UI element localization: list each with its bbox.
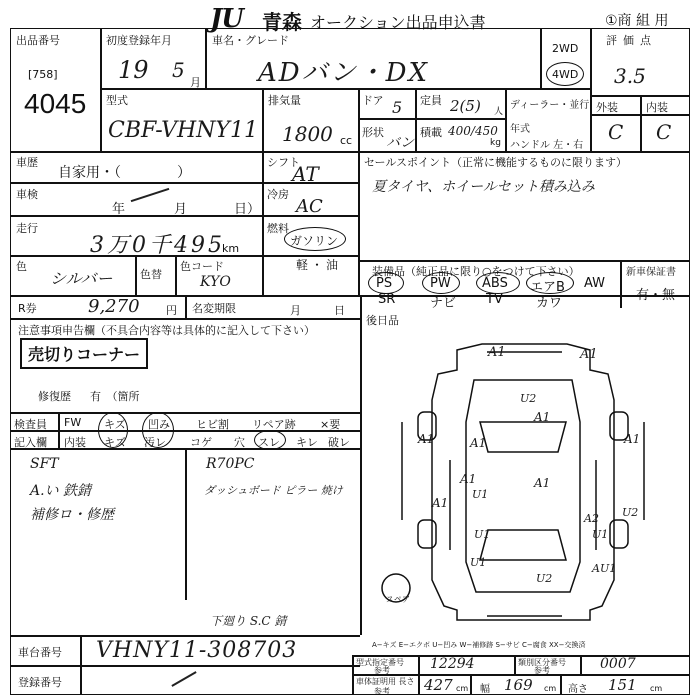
- inspector-crack: ヒビ割: [196, 418, 229, 431]
- registration-month-unit: 月: [190, 76, 201, 89]
- entry-label: 記入欄: [14, 436, 47, 449]
- mark-16: U2: [536, 572, 553, 585]
- inspector-dent: 凹み: [148, 418, 170, 431]
- rating-value: 3.5: [614, 64, 646, 88]
- height-label: 高さ: [568, 684, 588, 695]
- note-underbody: 下廻り S.C 錆: [210, 614, 287, 628]
- color-code-label: 色コード: [180, 260, 224, 273]
- height-value: 151: [608, 676, 637, 694]
- wheel-rear-right: [610, 520, 628, 548]
- form-title: オークション出品申込書: [310, 13, 486, 32]
- capacity-value: 2(5): [450, 97, 481, 115]
- lot-bracket: [758]: [28, 68, 58, 81]
- mark-11: A1: [432, 496, 449, 510]
- registration-year: 19: [118, 56, 149, 84]
- equipment-circle-ps: [368, 272, 404, 294]
- company-name: 青森: [262, 10, 302, 34]
- repair-label: 修復歴: [38, 390, 71, 403]
- classification-ref: 参考: [534, 666, 550, 675]
- interior-row-label: 内装: [64, 436, 86, 449]
- fuel-gasoline-circle: [284, 227, 346, 251]
- mark-13: U1: [592, 528, 609, 541]
- fuel-label: 燃料: [267, 222, 289, 235]
- inspector-scratch: キズ: [104, 418, 126, 431]
- mark-14: U2: [622, 506, 639, 519]
- inspection-month-unit: 月: [174, 202, 188, 217]
- length-label: 車体証明用 長さ: [356, 677, 415, 686]
- interior-hole: 穴: [234, 436, 245, 449]
- equipment-item-sr: SR: [378, 292, 396, 307]
- damage-legend: A−キズ E−エクボ U−凹み W−補修跡 S−サビ C−腐食 XX−交換済: [372, 641, 586, 649]
- equipment-label: 装備品（純正品に限り○をつけて下さい）: [372, 265, 580, 278]
- inspection-day-unit: 日）: [234, 202, 261, 217]
- car-damage-diagram: [362, 330, 688, 635]
- ac-label: 冷房: [267, 188, 289, 201]
- car-rear-glass: [480, 530, 566, 560]
- drive-circle: [546, 62, 584, 86]
- load-label: 積載: [420, 126, 442, 139]
- mileage-unit: km: [222, 242, 240, 255]
- year-label: 年式: [510, 124, 530, 135]
- displacement-value: 1800: [282, 122, 333, 146]
- fuel-light-oil: 軽・油: [296, 258, 342, 272]
- doors-label: ドア: [362, 94, 384, 107]
- mark-8: A1: [460, 472, 477, 486]
- model-label: 型式: [106, 94, 128, 107]
- classification-value: 0007: [600, 656, 636, 672]
- mark-1: A1: [488, 345, 506, 360]
- mark-6: A1: [470, 436, 487, 450]
- inspector-circle-1: [98, 412, 128, 448]
- wheel-rear-left: [418, 520, 436, 548]
- exterior-value: C: [608, 120, 624, 144]
- recycle-label: R券: [18, 302, 37, 315]
- interior-burn: コゲ: [190, 436, 212, 449]
- ac-value: AC: [296, 196, 323, 217]
- mark-15: U1: [474, 528, 491, 541]
- form-type: ①商 組 用: [605, 13, 669, 29]
- caution-label: 注意事項申告欄（不具合内容等は具体的に記入して下さい）: [18, 324, 315, 337]
- width-value: 169: [504, 676, 533, 694]
- inspector-circle-3: [254, 430, 286, 450]
- lot-label: 出品番号: [16, 34, 60, 47]
- shift-label: シフト: [267, 156, 300, 169]
- doors-value: 5: [392, 98, 403, 117]
- exterior-label: 外装: [596, 101, 618, 114]
- selling-point-label: セールスポイント（正常に機能するものに限ります）: [364, 156, 628, 169]
- color-label: 色: [16, 260, 27, 273]
- equipment-circle-airbag: [526, 272, 574, 294]
- inspector-repair: リペア跡: [252, 418, 296, 431]
- car-name-value: ADバン・DX: [258, 58, 429, 88]
- warranty-value: 有・無: [636, 288, 676, 303]
- designation-label: 型式指定番号: [356, 658, 404, 667]
- registration-label: 初度登録年月: [106, 34, 172, 47]
- fuel-gasoline: ガソリン: [290, 234, 339, 248]
- equipment-item-navi: ナビ: [430, 296, 457, 311]
- mark-4: A1: [534, 410, 551, 424]
- shift-value: AT: [292, 162, 319, 186]
- interior-tear: 破レ: [328, 436, 350, 449]
- note-rust: A.い 鉄錆: [30, 483, 92, 499]
- equipment-item-pw: PW: [430, 276, 451, 291]
- height-unit: cm: [650, 684, 663, 693]
- mark-18: U1: [470, 556, 487, 569]
- spare-label: スペア: [386, 595, 410, 604]
- capacity-unit: 人: [494, 107, 504, 117]
- model-value: CBF-VHNY11: [108, 118, 258, 143]
- dealer-label: ディーラー・並行: [510, 100, 590, 111]
- drive-2wd: 2WD: [552, 42, 579, 55]
- shape-label: 形状: [362, 126, 384, 139]
- mileage-value: 3万0千495: [90, 233, 225, 258]
- width-label: 幅: [480, 684, 490, 695]
- equipment-circle-pw: [422, 272, 460, 294]
- chassis-value: VHNY11-308703: [96, 638, 298, 663]
- mark-2: A1: [580, 347, 598, 362]
- warranty-label: 新車保証書: [626, 267, 676, 278]
- car-windscreen: [480, 422, 566, 452]
- interior-label: 内装: [646, 101, 668, 114]
- note-repair: 補修ロ・修歴: [30, 507, 114, 523]
- recycle-value: 9,270: [88, 296, 140, 317]
- tax-day-unit: 日: [334, 304, 345, 317]
- inspector-fw: FW: [64, 416, 82, 429]
- mark-3: U2: [520, 392, 537, 405]
- note-dash: ダッシュボード ピラー 焼け: [204, 484, 343, 497]
- equipment-item-ps: PS: [376, 276, 393, 291]
- equipment-item-leather: カワ: [536, 296, 563, 311]
- tax-month-unit: 月: [290, 304, 301, 317]
- rating-label: 評価点: [606, 34, 657, 47]
- caution-stamp: 売切りコーナー: [20, 338, 148, 369]
- length-unit: cm: [456, 684, 469, 693]
- chassis-label: 車台番号: [18, 646, 62, 659]
- shape-value: バン: [386, 135, 414, 151]
- interior-scratch: キズ: [104, 436, 126, 449]
- mark-7: A1: [624, 432, 641, 446]
- load-value: 400/450: [448, 124, 498, 138]
- car-name-label: 車名・グレード: [212, 34, 289, 47]
- mark-12: A2: [584, 512, 599, 525]
- color-value: シルバー: [50, 269, 113, 288]
- selling-point-value: 夏タイヤ、ホイールセット積み込み: [372, 179, 595, 195]
- registration-month: 5: [172, 58, 185, 82]
- mark-10: A1: [534, 476, 551, 490]
- equipment-circle-abs: [476, 272, 520, 294]
- equipment-item-tv: TV: [486, 292, 503, 307]
- logo: JU: [210, 4, 243, 34]
- interior-stain: 汚レ: [144, 436, 166, 449]
- designation-ref: 参考: [374, 666, 390, 675]
- interior-wear: スレ: [258, 436, 280, 449]
- history-value: 自家用・（ ）: [58, 165, 191, 181]
- interior-cut: キレ: [296, 436, 318, 449]
- color-code-value: KYO: [200, 274, 231, 290]
- inspector-label: 検査員: [14, 418, 47, 431]
- note-r70pc: R70PC: [206, 456, 255, 472]
- repair-value: 有 （箇所: [90, 390, 140, 403]
- inspection-label: 車検: [16, 188, 38, 201]
- interior-value: C: [656, 120, 672, 144]
- note-sft: SFT: [30, 456, 59, 472]
- displacement-unit: cc: [340, 134, 353, 147]
- recycle-unit: 円: [166, 304, 177, 317]
- classification-label: 類別区分番号: [518, 658, 566, 667]
- mileage-label: 走行: [16, 222, 38, 235]
- mark-17: AU1: [592, 562, 617, 575]
- steering-label: ハンドル 左・右: [510, 140, 584, 151]
- capacity-label: 定員: [420, 94, 442, 107]
- length-ref: 参考: [374, 687, 390, 696]
- designation-value: 12294: [430, 656, 475, 672]
- mark-5: A1: [418, 432, 435, 446]
- load-unit: kg: [490, 138, 501, 148]
- drive-4wd: 4WD: [552, 68, 579, 81]
- equipment-item-aw: AW: [584, 276, 606, 291]
- length-value: 427: [424, 676, 453, 694]
- inspection-year-unit: 年: [112, 202, 126, 217]
- tax-label: 名変期限: [192, 302, 236, 315]
- history-label: 車歴: [16, 156, 38, 169]
- shade-label: 色替: [140, 268, 162, 281]
- mark-9: U1: [472, 488, 489, 501]
- inspector-circle-2: [142, 412, 174, 448]
- plate-label: 登録番号: [18, 676, 62, 689]
- inspector-need: ×要: [320, 418, 341, 431]
- displacement-label: 排気量: [268, 94, 301, 107]
- width-unit: cm: [544, 684, 557, 693]
- equipment-item-abs: ABS: [482, 276, 508, 291]
- lot-number: 4045: [24, 88, 87, 119]
- notes-label: 後日品: [366, 314, 399, 327]
- equipment-item-airbag: エアB: [530, 280, 565, 295]
